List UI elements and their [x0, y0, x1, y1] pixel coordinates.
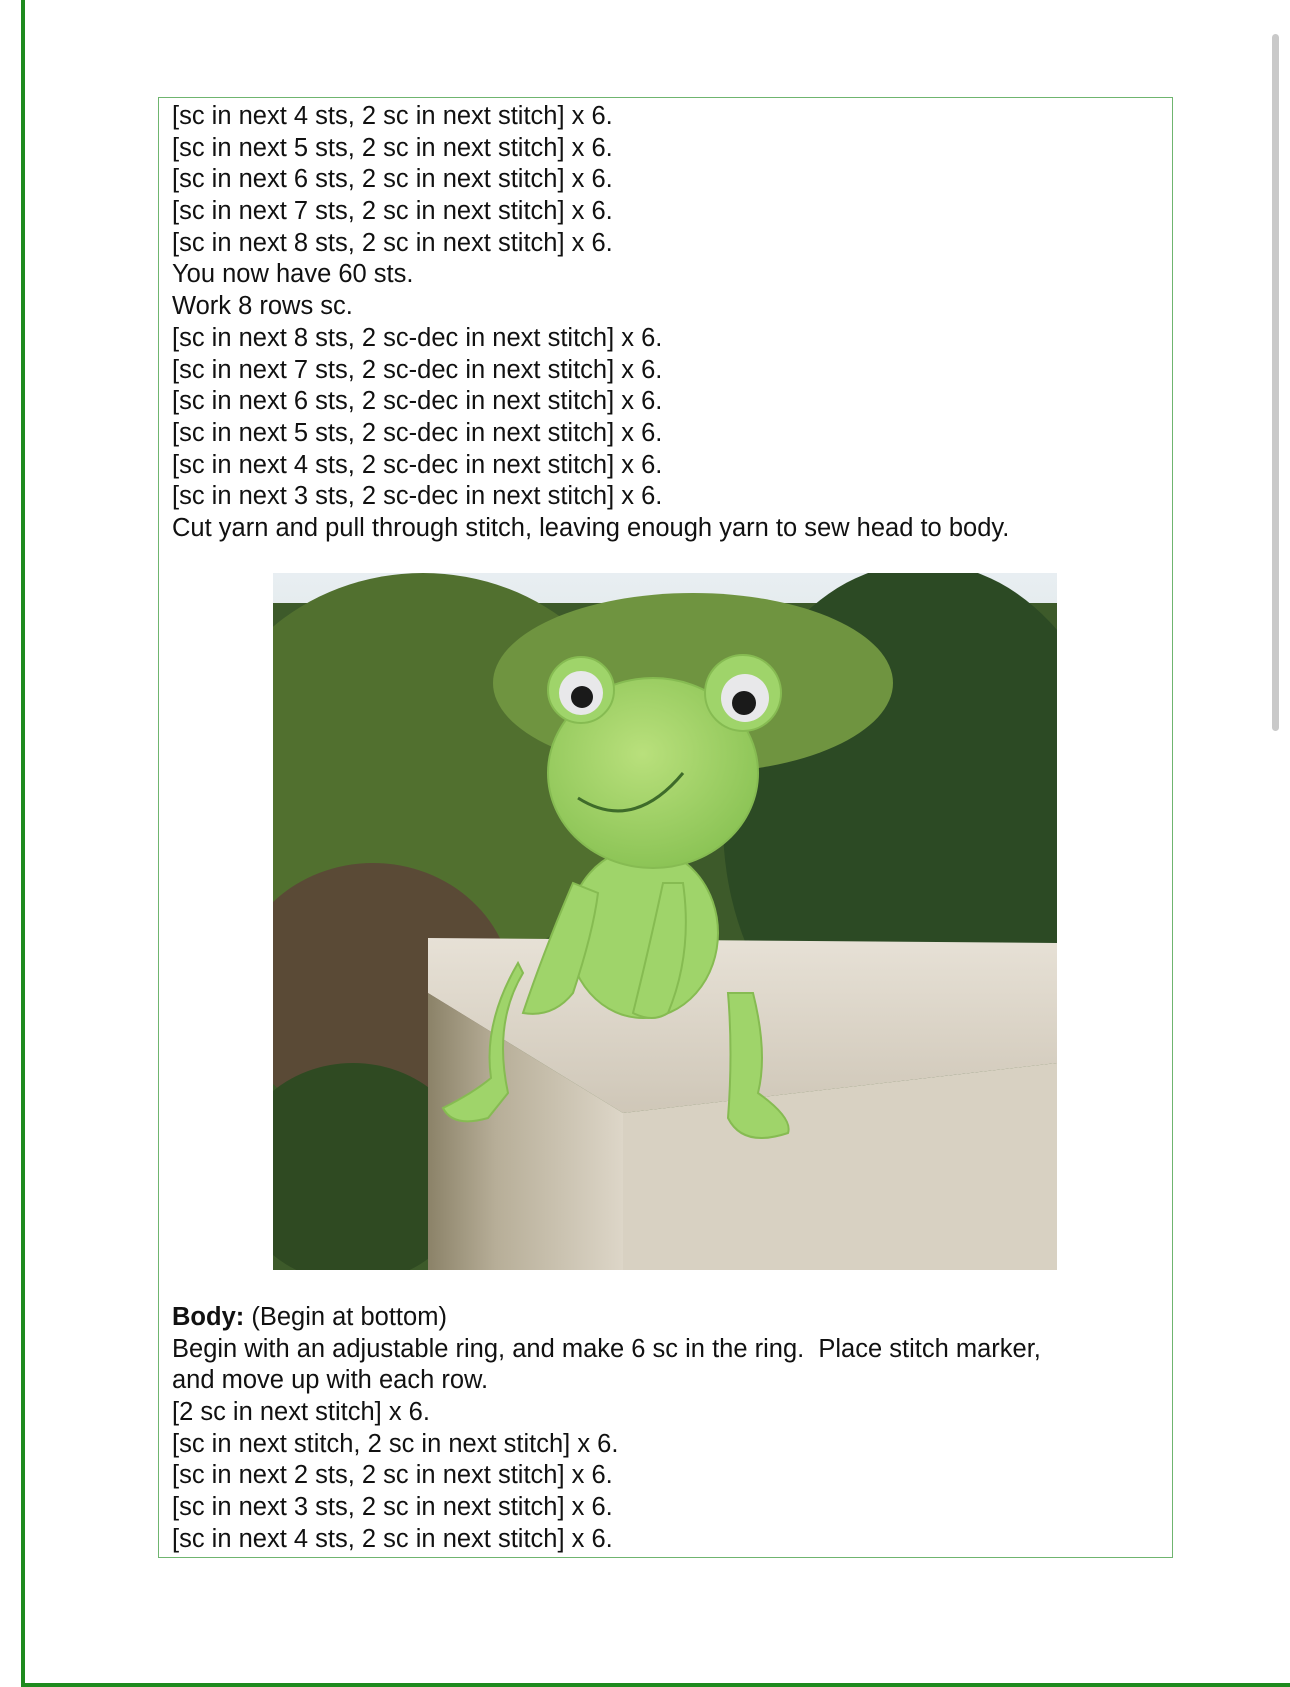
instruction-line: Begin with an adjustable ring, and make 6 sc in the ring. Place stitch marker,	[172, 1334, 1041, 1363]
frog-photo	[273, 573, 1057, 1270]
instruction-line: [sc in next 7 sts, 2 sc in next stitch] x 6.	[172, 197, 613, 226]
instruction-line: [sc in next 3 sts, 2 sc in next stitch] x 6.	[172, 1493, 613, 1522]
instruction-line: [sc in next 5 sts, 2 sc in next stitch] x 6.	[172, 133, 613, 162]
instruction-line: [sc in next 4 sts, 2 sc in next stitch] x 6.	[172, 1524, 613, 1553]
page-bottom-border	[21, 1683, 1290, 1687]
instruction-line: [sc in next 8 sts, 2 sc in next stitch] x 6.	[172, 228, 613, 257]
instruction-line: Cut yarn and pull through stitch, leaving enough yarn to sew head to body.	[172, 513, 1010, 542]
page-left-border	[21, 0, 25, 1687]
instruction-line: [sc in next 5 sts, 2 sc-dec in next stitch] x 6.	[172, 418, 663, 447]
instruction-line: [sc in next 4 sts, 2 sc in next stitch] x 6.	[172, 102, 613, 130]
instruction-line: [sc in next 7 sts, 2 sc-dec in next stitch] x 6.	[172, 355, 663, 384]
instruction-line: You now have 60 sts.	[172, 260, 414, 289]
body-heading: Body:	[172, 1303, 245, 1331]
head-instructions	[172, 101, 1009, 545]
instruction-line: [sc in next 3 sts, 2 sc-dec in next stitch] x 6.	[172, 482, 663, 511]
instruction-line: [2 sc in next stitch] x 6.	[172, 1398, 430, 1427]
instruction-line: [sc in next stitch, 2 sc in next stitch] x 6.	[172, 1429, 619, 1458]
instruction-line: Work 8 rows sc.	[172, 292, 353, 321]
instruction-line: [sc in next 6 sts, 2 sc in next stitch] x 6.	[172, 165, 613, 194]
instruction-line: [sc in next 6 sts, 2 sc-dec in next stitch] x 6.	[172, 387, 663, 416]
instruction-line: and move up with each row.	[172, 1366, 489, 1395]
body-heading-line	[172, 1302, 1041, 1334]
instruction-line: [sc in next 2 sts, 2 sc in next stitch] x 6.	[172, 1461, 613, 1490]
instruction-line: [sc in next 8 sts, 2 sc-dec in next stitch] x 6.	[172, 323, 663, 352]
body-section	[172, 1302, 1041, 1556]
body-heading-note: (Begin at bottom)	[244, 1303, 447, 1331]
instruction-line: [sc in next 4 sts, 2 sc-dec in next stitch] x 6.	[172, 450, 663, 479]
vertical-scrollbar[interactable]	[1272, 34, 1279, 731]
